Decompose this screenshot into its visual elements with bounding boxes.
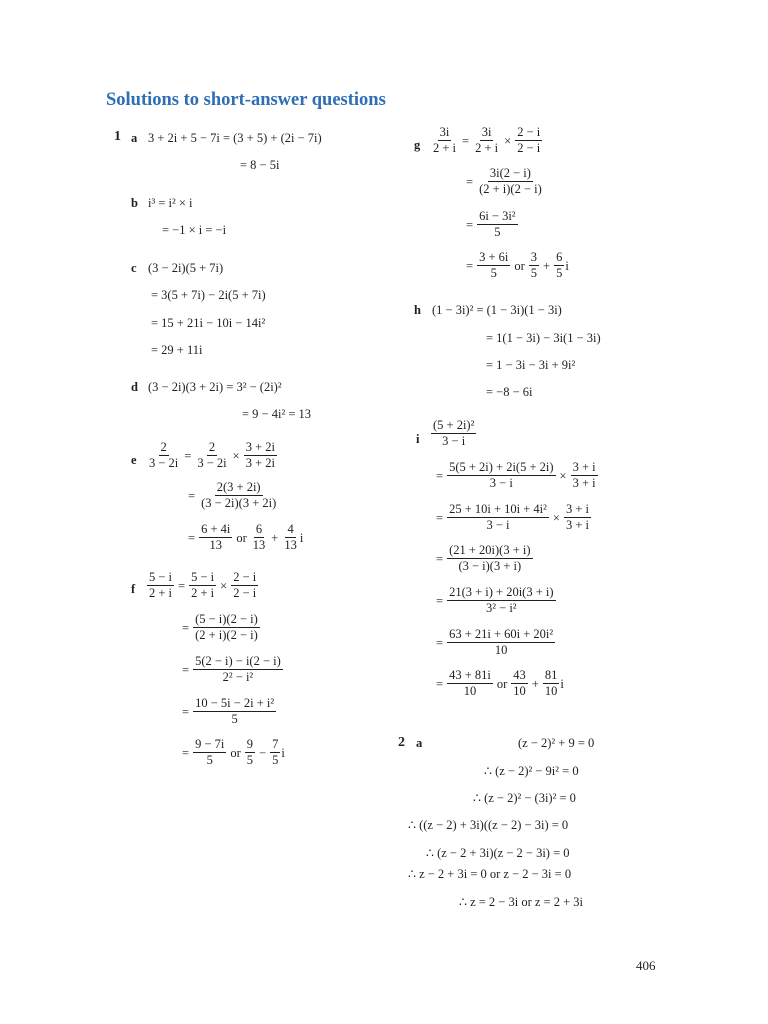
fraction: $\frac{81}{10}$ xyxy=(544,668,558,698)
part-b-line-1: i³ = i² × i xyxy=(148,196,193,210)
fraction: $\frac{3 + i}{3 + i}$ xyxy=(565,502,589,532)
part-g-line-4: = $\frac{3 + 6i}{5}$ or $\frac{3}{5}$ + $\frac{6}{5}$ i xyxy=(466,250,569,280)
fraction: $\frac{3}{5}$ xyxy=(530,250,538,280)
part-e-line-1: $\frac{2}{3 - 2i}$ = $\frac{2}{3 - 2i}$ × $\frac{3 + 2i}{3 + 2i}$ xyxy=(149,440,275,470)
fraction: $\frac{6}{5}$ xyxy=(556,250,563,280)
part-b-line-2: = −1 × i = −i xyxy=(162,223,227,237)
q2-part-a-label: a xyxy=(416,736,423,750)
part-d-line-2: = 9 − 4i² = 13 xyxy=(242,407,311,421)
part-h-label: h xyxy=(414,303,421,317)
part-i-line-4: = $\frac{(21 + 20i)(3 + i)}{(3 - i)(3 + i)}$ xyxy=(436,543,531,573)
part-i-line-1 xyxy=(430,418,477,449)
fraction: $\frac{5 - i}{2 + i}$ xyxy=(149,570,173,600)
part-f-line-4: = $\frac{\text{10 − 5i − 2i + i²}}{5}$ xyxy=(182,696,275,726)
q2-line-1: (z − 2)² + 9 = 0 xyxy=(518,736,595,750)
fraction: $\frac{9 - 7i}{5}$ xyxy=(195,737,225,767)
fraction: $\frac{43 + 81i}{10}$ xyxy=(449,668,491,698)
fraction: $\frac{6}{13}$ xyxy=(252,522,266,552)
fraction: $\frac{\text{25 + 10i + 10i + 4i²}}{3 - i}$ xyxy=(449,502,547,532)
part-d-label: d xyxy=(131,380,138,394)
part-a-line-1: 3 + 2i + 5 − 7i = (3 + 5) + (2i − 7i) xyxy=(148,131,322,145)
part-a-label: a xyxy=(131,131,138,145)
part-g-line-2: = $\frac{3i(2 - i)}{(2 + i)(2 - i)}$ xyxy=(466,166,542,196)
part-a-line-2: = 8 − 5i xyxy=(240,158,280,172)
part-f-label: f xyxy=(131,582,136,596)
question-1-number: 1 xyxy=(114,129,121,144)
q2-line-6: ∴ z − 2 + 3i = 0 or z − 2 − 3i = 0 xyxy=(408,867,572,881)
fraction: $\frac{6 + 4i}{13}$ xyxy=(201,522,231,552)
q2-line-3: ∴ (z − 2)² − (3i)² = 0 xyxy=(473,791,576,805)
fraction: $\frac{3 + i}{3 + i}$ xyxy=(572,460,596,490)
fraction: $\frac{21(3 + i) + 20i(3 + i)}{\text{3² − i²}}$ xyxy=(449,585,554,615)
part-b-label: b xyxy=(131,196,138,210)
fraction: $\frac{(21 + 20i)(3 + i)}{(3 - i)(3 + i)}$ xyxy=(449,543,531,573)
part-c-label: c xyxy=(131,261,137,275)
fraction: $\frac{\text{10 − 5i − 2i + i²}}{5}$ xyxy=(195,696,275,726)
fraction: $\frac{2}{3 - 2i}$ xyxy=(197,440,227,470)
part-f-line-3: = $\frac{5(2 - i) - i(2 - i)}{\text{2² − i²}}$ xyxy=(182,654,281,684)
part-c-line-2: = 3(5 + 7i) − 2i(5 + 7i) xyxy=(151,288,266,302)
part-i-line-7: = $\frac{43 + 81i}{10}$ or $\frac{43}{10}$ + $\frac{81}{10}$ i xyxy=(436,668,564,698)
fraction: $\frac{3 + 2i}{3 + 2i}$ xyxy=(245,440,275,470)
q2-line-4: ∴ ((z − 2) + 3i)((z − 2) − 3i) = 0 xyxy=(408,818,569,832)
part-e-line-2: = $\frac{2(3 + 2i)}{(3 - 2i)(3 + 2i)}$ xyxy=(188,480,277,510)
fraction: $\frac{9}{5}$ xyxy=(246,737,254,767)
fraction: $\frac{5(5 + 2i) + 2i(5 + 2i)}{3 - i}$ xyxy=(449,460,554,490)
fraction: $\frac{2}{3 - 2i}$ xyxy=(149,440,179,470)
part-h-line-4: = −8 − 6i xyxy=(486,385,533,399)
page-number: 406 xyxy=(636,958,656,973)
part-f-line-2: = $\frac{(5 - i)(2 - i)}{(2 + i)(2 - i)}$ xyxy=(182,612,258,642)
part-i-line-2: = $\frac{5(5 + 2i) + 2i(5 + 2i)}{3 - i}$ × $\frac{3 + i}{3 + i}$ xyxy=(436,460,596,490)
fraction: $\frac{3i}{2 + i}$ xyxy=(475,125,499,155)
q2-line-5: ∴ (z − 2 + 3i)(z − 2 − 3i) = 0 xyxy=(426,846,570,860)
fraction: $\frac{4}{13}$ xyxy=(284,522,297,552)
q2-line-2: ∴ (z − 2)² − 9i² = 0 xyxy=(484,764,579,778)
fraction: $\frac{(5 - i)(2 - i)}{(2 + i)(2 - i)}$ xyxy=(195,612,258,642)
part-g-line-3: = $\frac{\text{6i − 3i²}}{5}$ xyxy=(466,209,516,239)
fraction: $\frac{\text{(5 + 2i)²}}{3 - i}$ xyxy=(433,418,475,448)
fraction: $\frac{\text{6i − 3i²}}{5}$ xyxy=(479,209,516,239)
part-h-line-3: = 1 − 3i − 3i + 9i² xyxy=(486,358,576,372)
fraction: $\frac{3i(2 - i)}{(2 + i)(2 - i)}$ xyxy=(479,166,542,196)
part-i-label: i xyxy=(416,432,420,446)
part-f-line-5: = $\frac{9 - 7i}{5}$ or $\frac{9}{5}$ − $\frac{7}{5}$ i xyxy=(182,737,285,767)
part-e-line-3: = $\frac{6 + 4i}{13}$ or $\frac{6}{13}$ + $\frac{4}{13}$ i xyxy=(188,522,304,552)
q2-line-7: ∴ z = 2 − 3i or z = 2 + 3i xyxy=(459,895,583,909)
part-i-line-5: = $\frac{21(3 + i) + 20i(3 + i)}{\text{3² − i²}}$ xyxy=(436,585,554,615)
fraction: $\frac{2 - i}{2 - i}$ xyxy=(233,570,257,600)
fraction: $\frac{2(3 + 2i)}{(3 - 2i)(3 + 2i)}$ xyxy=(201,480,277,510)
fraction: $\frac{43}{10}$ xyxy=(513,668,526,698)
fraction: $\frac{\text{63 + 21i + 60i + 20i²}}{10}$ xyxy=(449,627,554,657)
part-f-line-1: $\frac{5 - i}{2 + i}$ = $\frac{5 - i}{2 + i}$ × $\frac{2 - i}{2 - i}$ xyxy=(149,570,257,600)
question-2-number: 2 xyxy=(398,735,405,750)
fraction: $\frac{7}{5}$ xyxy=(272,737,279,767)
fraction: $\frac{3i}{2 + i}$ xyxy=(433,125,457,155)
fraction: $\frac{2 - i}{2 - i}$ xyxy=(517,125,541,155)
page-title: Solutions to short-answer questions xyxy=(106,90,386,110)
fraction: $\frac{5(2 - i) - i(2 - i)}{\text{2² − i²}}$ xyxy=(195,654,281,684)
fraction: $\frac{3 + 6i}{5}$ xyxy=(479,250,509,280)
part-c-line-1: (3 − 2i)(5 + 7i) xyxy=(148,261,224,275)
fraction: $\frac{5 - i}{2 + i}$ xyxy=(191,570,215,600)
part-i-line-6: = $\frac{\text{63 + 21i + 60i + 20i²}}{10}$ xyxy=(436,627,554,657)
part-g-label: g xyxy=(414,138,421,152)
part-h-line-1: (1 − 3i)² = (1 − 3i)(1 − 3i) xyxy=(432,303,562,317)
part-c-line-3: = 15 + 21i − 10i − 14i² xyxy=(151,316,266,330)
part-e-label: e xyxy=(131,453,137,467)
part-g-line-1: $\frac{3i}{2 + i}$ = $\frac{3i}{2 + i}$ × $\frac{2 - i}{2 - i}$ xyxy=(433,125,541,155)
part-i-line-3: = $\frac{\text{25 + 10i + 10i + 4i²}}{3 - i}$ × $\frac{3 + i}{3 + i}$ xyxy=(436,502,589,532)
part-d-line-1: (3 − 2i)(3 + 2i) = 3² − (2i)² xyxy=(148,380,282,394)
part-h-line-2: = 1(1 − 3i) − 3i(1 − 3i) xyxy=(486,331,601,345)
part-c-line-4: = 29 + 11i xyxy=(151,343,203,357)
